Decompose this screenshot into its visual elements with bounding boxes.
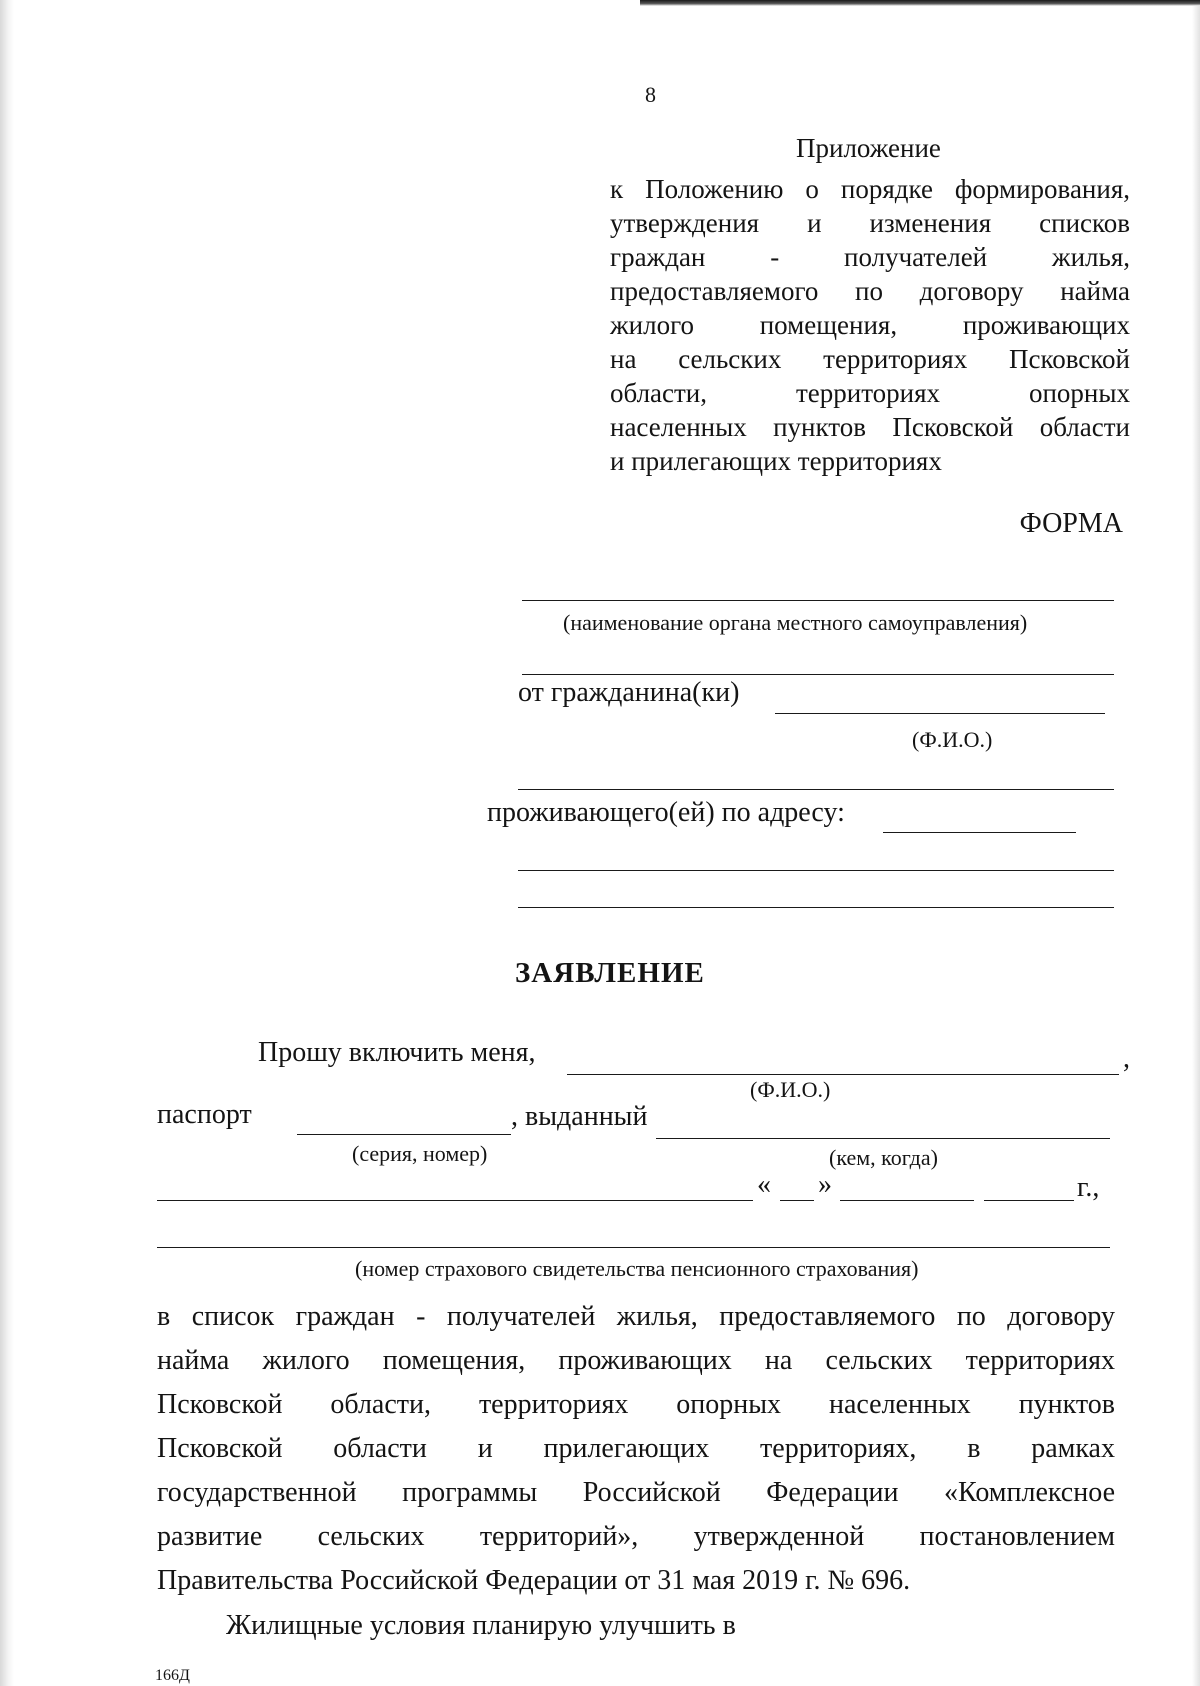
appendix-line: жилого помещения, проживающих (610, 310, 1130, 340)
issued-by-field[interactable] (656, 1138, 1110, 1139)
appendix-line: к Положению о порядке формирования, (610, 174, 1130, 204)
appendix-line: области, территориях опорных (610, 378, 1130, 408)
body-line: Псковской области и прилегающих территориях, в рамках (157, 1433, 1115, 1464)
authority-name-field-2[interactable] (522, 674, 1114, 675)
issued-label: , выданный (511, 1101, 648, 1132)
date-quote-open: « (757, 1169, 771, 1200)
citizen-fio-field-2[interactable] (518, 789, 1114, 790)
address-field[interactable] (883, 832, 1076, 833)
form-label: ФОРМА (1019, 508, 1123, 539)
issued-by-field-2[interactable] (157, 1200, 753, 1201)
scan-edge-top (640, 0, 1200, 6)
page-number: 8 (645, 82, 656, 107)
scan-edge-left (0, 0, 14, 1686)
year-suffix: г., (1077, 1172, 1100, 1203)
appendix-text (610, 172, 1130, 478)
footer-code: 166Д (155, 1667, 190, 1684)
authority-name-field[interactable] (522, 600, 1114, 601)
issue-month-field[interactable] (840, 1200, 974, 1201)
appendix-title: Приложение (796, 133, 941, 163)
appendix-line: на сельских территориях Псковской (610, 344, 1130, 374)
date-quote-close: » (818, 1169, 832, 1200)
applicant-fio-field[interactable] (567, 1074, 1119, 1075)
body-line: государственной программы Российской Федерации «Комплексное (157, 1477, 1115, 1508)
body-line: найма жилого помещения, проживающих на сельских территориях (157, 1345, 1115, 1376)
request-comma: , (1123, 1043, 1130, 1074)
appendix-line: населенных пунктов Псковской области (610, 412, 1130, 442)
passport-series-caption: (серия, номер) (352, 1141, 488, 1166)
appendix-line: и прилегающих территориях (610, 446, 942, 476)
authority-caption: (наименование органа местного самоуправления) (563, 610, 1028, 635)
citizen-fio-caption: (Ф.И.О.) (912, 727, 993, 752)
address-field-3[interactable] (518, 907, 1114, 908)
address-field-2[interactable] (518, 870, 1114, 871)
application-body (157, 1295, 1115, 1603)
scan-edge-right (1192, 0, 1200, 1686)
appendix-line: граждан - получателей жилья, (610, 242, 1130, 272)
body-line: в список граждан - получателей жилья, предоставляемого по договору (157, 1301, 1115, 1332)
housing-plan-paragraph: Жилищные условия планирую улучшить в (226, 1610, 736, 1641)
body-line: развитие сельских территорий», утвержденной постановлением (157, 1521, 1115, 1552)
from-citizen-label: от гражданина(ки) (518, 677, 740, 708)
application-heading: ЗАЯВЛЕНИЕ (515, 957, 705, 989)
citizen-fio-field[interactable] (775, 713, 1105, 714)
appendix-line: утверждения и изменения списков (610, 208, 1130, 238)
issue-day-field[interactable] (780, 1200, 814, 1201)
issue-year-field[interactable] (984, 1200, 1074, 1201)
body-line: Псковской области, территориях опорных населенных пунктов (157, 1389, 1115, 1420)
applicant-fio-caption: (Ф.И.О.) (750, 1077, 831, 1102)
body-line: Правительства Российской Федерации от 31 мая 2019 г. № 696. (157, 1565, 911, 1596)
snils-field[interactable] (157, 1247, 1110, 1248)
snils-caption: (номер страхового свидетельства пенсионного страхования) (355, 1256, 919, 1281)
passport-label: паспорт (157, 1099, 252, 1130)
request-label: Прошу включить меня, (258, 1037, 536, 1068)
passport-series-field[interactable] (297, 1134, 511, 1135)
appendix-line: предоставляемого по договору найма (610, 276, 1130, 306)
address-label: проживающего(ей) по адресу: (487, 797, 845, 828)
issued-by-caption: (кем, когда) (829, 1145, 938, 1170)
